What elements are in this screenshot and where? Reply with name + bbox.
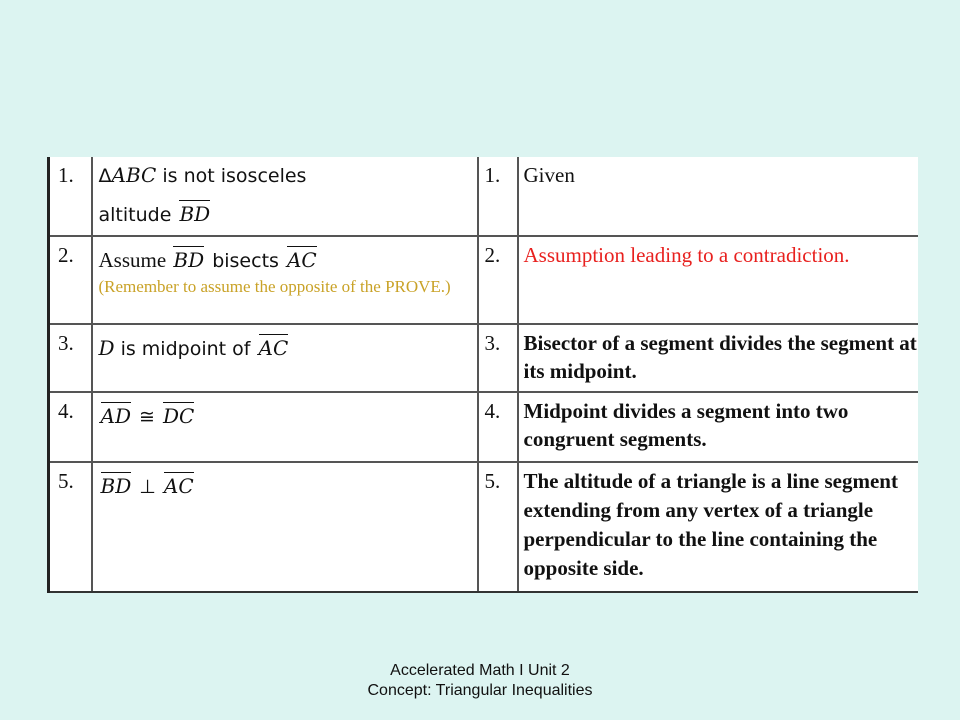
- statement-number-cell: [49, 157, 92, 236]
- statement-text: is midpoint of: [114, 338, 257, 360]
- reason-text: Given: [523, 163, 575, 187]
- reason-cell: [518, 392, 918, 462]
- reason-cell: [518, 236, 918, 324]
- statement-cell: [92, 392, 478, 462]
- segment-ac: AC: [164, 471, 194, 499]
- reason-number: 1.: [484, 163, 501, 187]
- reason-cell: [518, 157, 918, 236]
- reason-text: Assumption leading to a contradiction.: [523, 243, 850, 267]
- statement-number-cell: [49, 392, 92, 462]
- reason-number-cell: [478, 236, 518, 324]
- segment-bd: BD: [179, 199, 210, 227]
- reason-number: 4.: [484, 399, 501, 423]
- statement-number: 2.: [58, 243, 74, 267]
- segment-bd: BD: [173, 245, 204, 273]
- proof-row-4: [49, 392, 918, 462]
- reason-cell: [518, 462, 918, 592]
- statement-cell: [92, 236, 478, 324]
- footer-course: Accelerated Math I Unit 2: [390, 662, 570, 679]
- reason-number-cell: [478, 324, 518, 392]
- footer-concept: Concept: Triangular Inequalities: [367, 682, 593, 699]
- perpendicular-symbol: ⊥: [139, 476, 156, 498]
- proof-row-5: [49, 462, 918, 592]
- segment-bd: BD: [101, 471, 132, 499]
- slide-footer: [0, 661, 960, 701]
- statement-line-1: [99, 163, 477, 189]
- proof-row-1: [49, 157, 918, 236]
- statement-text: bisects: [206, 250, 285, 272]
- segment-ac: AC: [259, 333, 289, 361]
- statement-number-cell: [49, 236, 92, 324]
- statement-line: [99, 245, 477, 274]
- statement-line-2: [99, 199, 477, 228]
- reason-number-cell: [478, 392, 518, 462]
- proof-table: [47, 157, 918, 593]
- reason-number: 2.: [484, 243, 501, 267]
- segment-ac: AC: [287, 245, 317, 273]
- proof-row-2: [49, 236, 918, 324]
- statement-number: 1.: [58, 163, 74, 187]
- assumption-note: (Remember to assume the opposite of the PROVE.): [98, 277, 451, 296]
- statement-text: altitude: [98, 204, 178, 226]
- reason-number: 5.: [484, 469, 501, 493]
- statement-number: 4.: [58, 399, 74, 423]
- segment-ad: AD: [101, 401, 131, 429]
- reason-cell: [518, 324, 918, 392]
- reason-text: Bisector of a segment divides the segment at its midpoint.: [523, 331, 917, 383]
- statement-cell: [92, 324, 478, 392]
- statement-line: [99, 401, 477, 430]
- reason-number: 3.: [484, 331, 501, 355]
- statement-number-cell: [49, 462, 92, 592]
- reason-text: Midpoint divides a segment into two congruent segments.: [523, 399, 849, 451]
- statement-number: 5.: [58, 469, 74, 493]
- proof-row-3: [49, 324, 918, 392]
- reason-number-cell: [478, 462, 518, 592]
- triangle-symbol: Δ: [98, 165, 112, 187]
- statement-number-cell: [49, 324, 92, 392]
- statement-line: [99, 471, 477, 500]
- reason-text: The altitude of a triangle is a line segment extending from any vertex of a triangle perpendicular to the line containing the opposite side.: [523, 469, 898, 580]
- point-d: D: [98, 336, 115, 360]
- statement-text: Assume: [98, 248, 172, 272]
- triangle-name: ABC: [111, 163, 157, 187]
- segment-dc: DC: [163, 401, 194, 429]
- statement-cell: [92, 157, 478, 236]
- statement-text: is not isosceles: [156, 165, 307, 187]
- statement-cell: [92, 462, 478, 592]
- statement-number: 3.: [58, 331, 74, 355]
- reason-number-cell: [478, 157, 518, 236]
- statement-line: [99, 333, 477, 362]
- congruent-symbol: ≅: [139, 406, 155, 428]
